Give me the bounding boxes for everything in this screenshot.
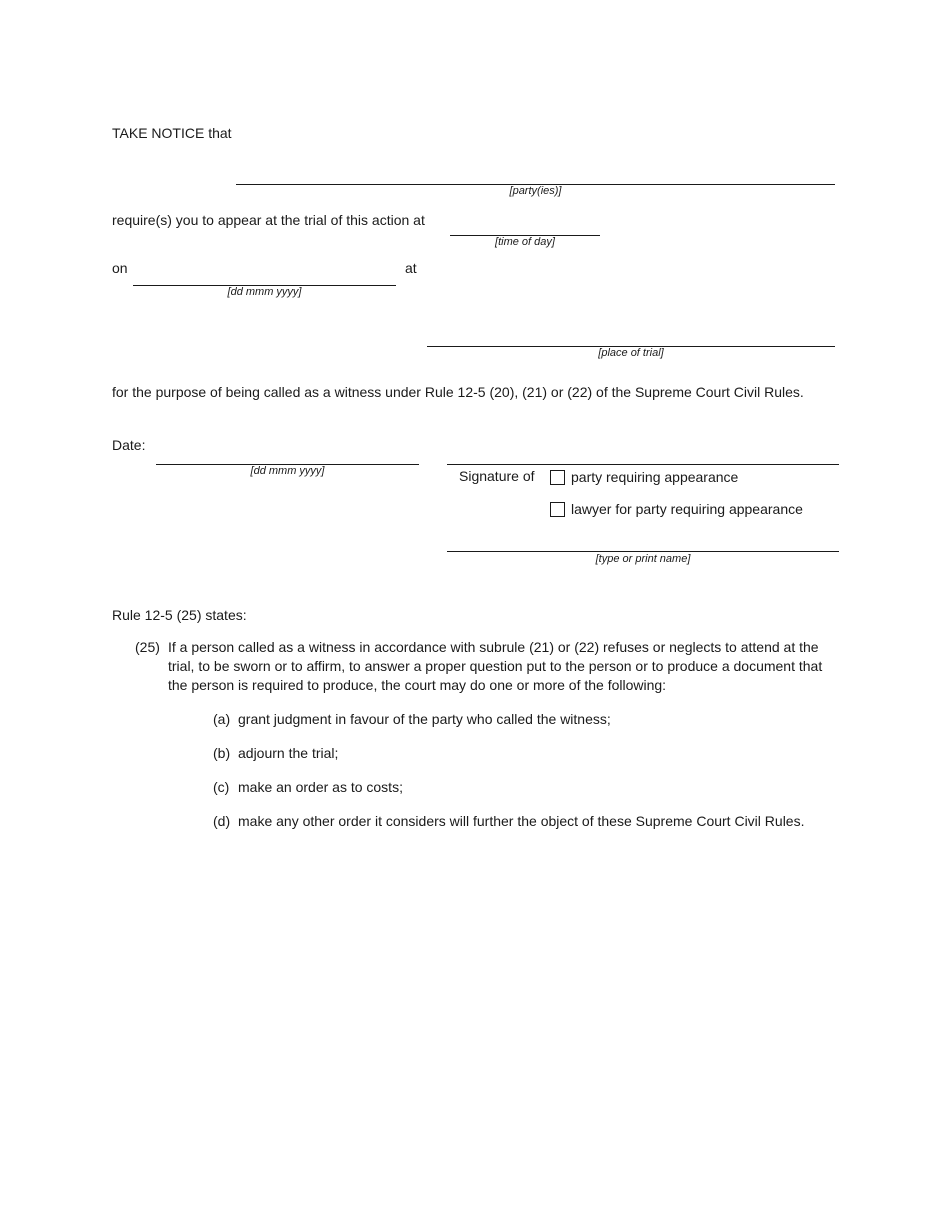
date-label: Date:: [112, 437, 146, 453]
signature-line: [447, 464, 839, 465]
on-label: on: [112, 260, 128, 276]
signed-date-input[interactable]: [156, 446, 419, 464]
party-caption: [party(ies)]: [509, 185, 562, 197]
lawyer-option-label: lawyer for party requiring appearance: [571, 501, 803, 517]
rule-number: (25): [135, 639, 160, 655]
rule-item-marker: (c): [213, 779, 230, 795]
signed-date-caption: [dd mmm yyyy]: [250, 465, 325, 477]
signature-label: Signature of: [459, 468, 535, 484]
lawyer-checkbox[interactable]: [550, 502, 565, 517]
place-caption: [place of trial]: [598, 347, 664, 359]
requires-text: require(s) you to appear at the trial of this action at: [112, 212, 425, 228]
rule-item-text: adjourn the trial;: [238, 745, 339, 761]
rule-text: If a person called as a witness in accordance with subrule (21) or (22) refuses or neglects to attend at the trial, to be sworn or to affirm, to answer a proper question put to the person or to produce a document that the person is required to produce, the court may do one or more of the following:: [168, 639, 823, 693]
time-caption: [time of day]: [495, 236, 555, 248]
print-name-caption: [type or print name]: [595, 553, 691, 565]
rule-item-marker: (d): [213, 813, 231, 829]
trial-date-input[interactable]: [133, 267, 396, 285]
rule-item-text: make an order as to costs;: [238, 779, 403, 795]
rule-item-text: grant judgment in favour of the party who called the witness;: [238, 711, 611, 727]
party-input[interactable]: [236, 166, 835, 184]
rule-item-marker: (a): [213, 711, 231, 727]
rule-heading: Rule 12-5 (25) states:: [112, 607, 247, 623]
place-input[interactable]: [427, 328, 835, 346]
trial-date-caption: [dd mmm yyyy]: [227, 286, 302, 298]
take-notice-text: TAKE NOTICE that: [112, 125, 232, 141]
party-checkbox[interactable]: [550, 470, 565, 485]
print-name-input[interactable]: [447, 533, 839, 551]
print-name-line: [447, 551, 839, 552]
party-option-label: party requiring appearance: [571, 469, 739, 485]
time-input[interactable]: [450, 217, 600, 235]
at-label: at: [405, 260, 417, 276]
rule-item-text: make any other order it considers will further the object of these Supreme Court Civil Rules.: [238, 813, 805, 829]
purpose-text: for the purpose of being called as a witness under Rule 12-5 (20), (21) or (22) of the Supreme Court Civil Rules.: [112, 384, 804, 400]
rule-item-marker: (b): [213, 745, 231, 761]
